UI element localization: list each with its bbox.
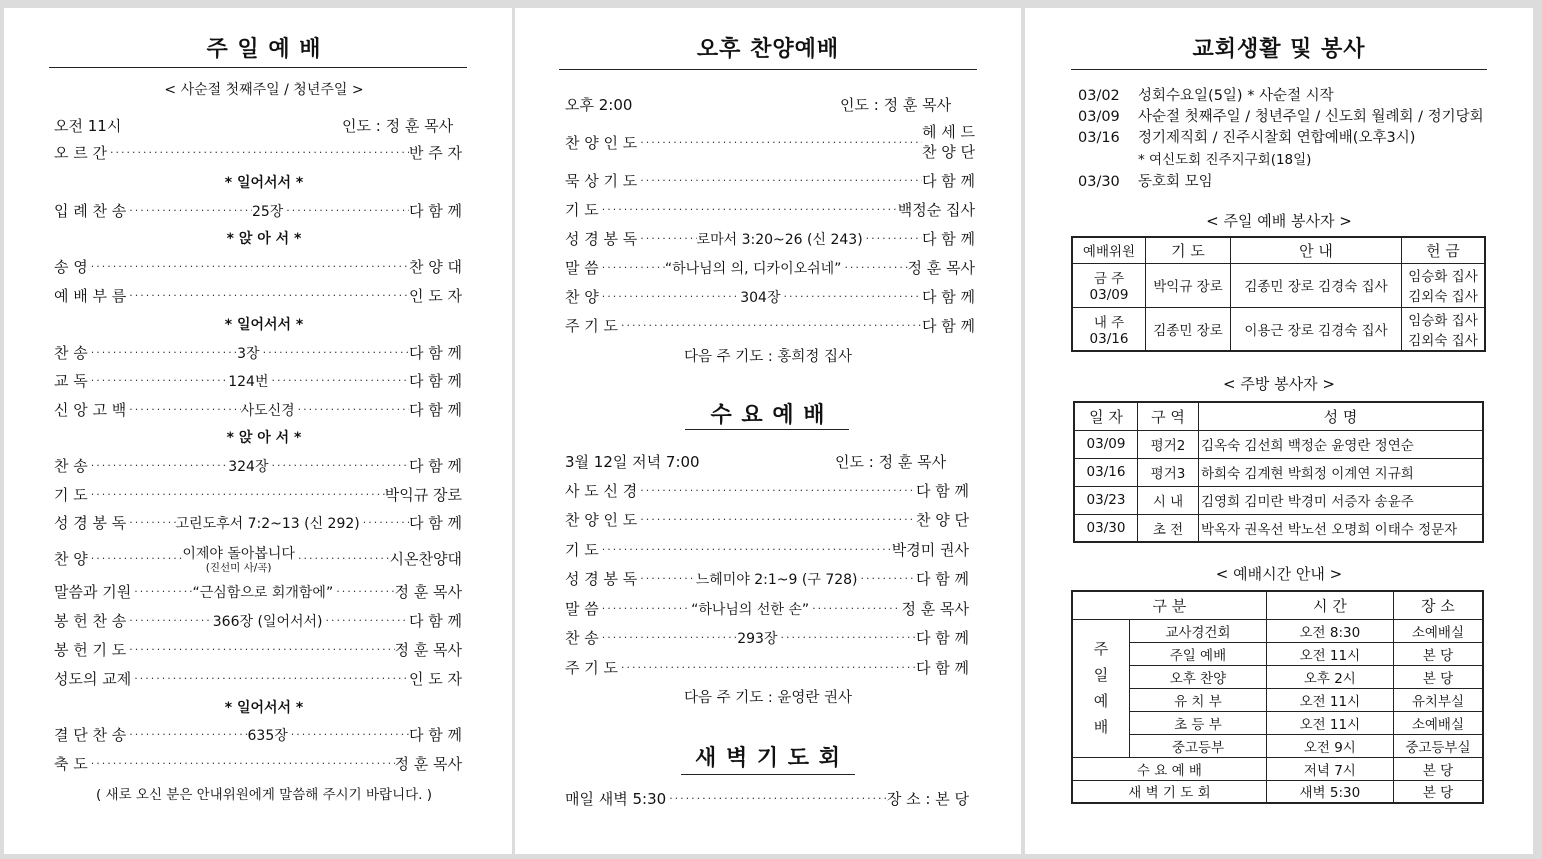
order-item: 봉 헌 찬 송 ····· 366장 (일어서서) ····· 다 함 께 bbox=[54, 610, 462, 631]
table-header: 일 자 구 역 성 명 bbox=[1074, 402, 1483, 430]
kitchen-table bbox=[1073, 401, 1484, 543]
sunday-group-label: 주 일 예 배 bbox=[1072, 619, 1130, 757]
order-item: 기 도 ····· 박익규 장로 bbox=[54, 484, 462, 505]
wednesday-time: 3월 12일 저녁 7:00 bbox=[565, 453, 700, 471]
table-row: 중고등부 오전 9시 중고등부실 bbox=[1072, 734, 1483, 757]
order-item: 교 독 ····· 124번 ····· 다 함 께 bbox=[54, 370, 462, 391]
order-item: 결 단 찬 송 ····· 635장 ····· 다 함 께 bbox=[54, 724, 462, 745]
order-item: 예 배 부 름 ····· 인 도 자 bbox=[54, 285, 462, 306]
sit-note: * 앉 아 서 * bbox=[226, 430, 302, 446]
order-item: 오 르 간 ····· 반 주 자 bbox=[54, 142, 462, 163]
title-rule bbox=[681, 774, 855, 775]
table-row: 수 요 예 배 저녁 7시 본 당 bbox=[1072, 757, 1483, 780]
order-item: 말 씀 ····· “하나님의 의, 디카이오쉬네” ····· 정 훈 목사 bbox=[565, 257, 975, 278]
order-item: 성 경 봉 독 ····· 고린도후서 7:2~13 (신 292) ····· 다 함 께 bbox=[54, 512, 462, 533]
order-item: 성도의 교제 ····· 인 도 자 bbox=[54, 668, 462, 689]
other-worship-page bbox=[515, 8, 1021, 854]
order-item: 축 도 ····· 정 훈 목사 bbox=[54, 753, 462, 774]
title-rule bbox=[685, 429, 849, 430]
afternoon-title: 오후 찬양예배 bbox=[696, 37, 840, 62]
stand-note: * 일어서서 * bbox=[224, 700, 304, 716]
schedule-item: 03/16 정기제직회 / 진주시찰회 연합예배(오후3시) bbox=[1078, 130, 1416, 146]
order-item: 찬 송 ····· 324장 ····· 다 함 께 bbox=[54, 455, 462, 476]
afternoon-leader: 인도 : 정 훈 목사 bbox=[840, 96, 952, 114]
order-item: 찬 양 인 도 ····· 찬 양 단 bbox=[565, 509, 969, 530]
order-item: 성 경 봉 독 ····· 느헤미야 2:1~9 (구 728) ····· 다 함 께 bbox=[565, 568, 969, 589]
title-rule bbox=[1071, 69, 1487, 70]
table-row: 내 주 03/16 김종민 장로 이용근 장로 김경숙 집사 임승화 집사 김외숙 집사 bbox=[1072, 307, 1485, 351]
order-item: 찬 양 ····· 304장 ····· 다 함 께 bbox=[565, 286, 975, 307]
schedule-item: 03/02 성회수요일(5일) * 사순절 시작 bbox=[1078, 88, 1334, 104]
sunday-worship-page bbox=[4, 8, 512, 854]
table-row: 금 주 03/09 박익규 장로 김종민 장로 김경숙 집사 임승화 집사 김외숙 집사 bbox=[1072, 263, 1485, 307]
servers-table bbox=[1071, 236, 1486, 352]
sunday-subtitle: < 사순절 첫째주일 / 청년주일 > bbox=[164, 82, 364, 98]
order-item: 송 영 ····· 찬 양 대 bbox=[54, 256, 462, 277]
order-item: 입 례 찬 송 ····· 25장 ····· 다 함 께 bbox=[54, 200, 462, 221]
table-row: 오후 찬양 오후 2시 본 당 bbox=[1072, 665, 1483, 688]
worship-times-table bbox=[1071, 590, 1484, 804]
table-row: 주일 예배 오전 11시 본 당 bbox=[1072, 642, 1483, 665]
sunday-time: 오전 11시 bbox=[54, 117, 122, 135]
order-item: 묵 상 기 도 ····· 다 함 께 bbox=[565, 170, 975, 191]
order-item: 봉 헌 기 도 ····· 정 훈 목사 bbox=[54, 639, 462, 660]
stand-note: * 일어서서 * bbox=[224, 175, 304, 191]
table-row: 03/16 평거3 하희숙 김계현 박희정 이계연 지규희 bbox=[1074, 458, 1483, 486]
sit-note: * 앉 아 서 * bbox=[226, 231, 302, 247]
order-item: 성 경 봉 독 ····· 로마서 3:20~26 (신 243) ····· 다 함 께 bbox=[565, 228, 975, 249]
schedule-item: 03/30 동호회 모임 bbox=[1078, 174, 1213, 190]
wednesday-leader: 인도 : 정 훈 목사 bbox=[835, 453, 947, 471]
order-item: 말씀과 기원 ····· “근심함으로 회개함에” ····· 정 훈 목사 bbox=[54, 581, 462, 602]
title-rule bbox=[49, 67, 467, 68]
order-item: 찬 양 ····· 이제야 돌아봅니다 (진선미 사/곡) ····· 시온찬양대 bbox=[54, 540, 462, 576]
order-item: 찬 양 인 도 ····· 헤 세 드 찬 양 단 bbox=[565, 122, 975, 162]
kitchen-title: < 주방 봉사자 > bbox=[1223, 375, 1335, 393]
dawn-prayer-row: 매일 새벽 5:30 ····· 장 소 : 본 당 bbox=[565, 788, 969, 809]
schedule-item: * 여신도회 진주지구회(18일) bbox=[1138, 152, 1312, 168]
church-life-page bbox=[1025, 8, 1533, 854]
table-header: 예배위원 기 도 안 내 헌 금 bbox=[1072, 237, 1485, 263]
sunday-leader: 인도 : 정 훈 목사 bbox=[342, 117, 454, 135]
table-row: 초 등 부 오전 11시 소예배실 bbox=[1072, 711, 1483, 734]
times-title: < 예배시간 안내 > bbox=[1215, 565, 1343, 583]
wednesday-next-prayer: 다음 주 기도 : 윤영란 권사 bbox=[683, 690, 852, 706]
wednesday-title: 수 요 예 배 bbox=[710, 403, 826, 428]
order-item: 찬 송 ····· 293장 ····· 다 함 께 bbox=[565, 627, 969, 648]
order-item: 기 도 ····· 박경미 권사 bbox=[565, 539, 969, 560]
order-item: 주 기 도 ····· 다 함 께 bbox=[565, 657, 969, 678]
table-row: 03/30 초 전 박옥자 권옥선 박노선 오명희 이태수 정문자 bbox=[1074, 514, 1483, 542]
dawn-title: 새 벽 기 도 회 bbox=[695, 746, 841, 771]
table-row: 유 치 부 오전 11시 유치부실 bbox=[1072, 688, 1483, 711]
stand-note: * 일어서서 * bbox=[224, 317, 304, 333]
church-title: 교회생활 및 봉사 bbox=[1192, 37, 1366, 62]
order-item: 신 앙 고 백 ····· 사도신경 ····· 다 함 께 bbox=[54, 399, 462, 420]
order-item: 주 기 도 ····· 다 함 께 bbox=[565, 315, 975, 336]
afternoon-time: 오후 2:00 bbox=[565, 96, 633, 114]
order-item: 사 도 신 경 ····· 다 함 께 bbox=[565, 480, 969, 501]
servers-title: < 주일 예배 봉사자 > bbox=[1206, 212, 1352, 230]
afternoon-next-prayer: 다음 주 기도 : 홍희정 집사 bbox=[683, 349, 852, 365]
order-item: 말 씀 ····· “하나님의 선한 손” ····· 정 훈 목사 bbox=[565, 598, 969, 619]
table-header: 구 분 시 간 장 소 bbox=[1072, 591, 1483, 619]
order-item: 찬 송 ····· 3장 ····· 다 함 께 bbox=[54, 342, 462, 363]
sunday-title: 주 일 예 배 bbox=[206, 37, 322, 62]
title-rule bbox=[559, 69, 977, 70]
schedule-item: 03/09 사순절 첫째주일 / 청년주일 / 신도회 월례회 / 정기당회 bbox=[1078, 109, 1484, 125]
newcomer-note: ( 새로 오신 분은 안내위원에게 말씀해 주시기 바랍니다. ) bbox=[95, 787, 433, 803]
order-item: 기 도 ····· 백정순 집사 bbox=[565, 199, 975, 220]
table-row: 주 일 예 배 교사경건회 오전 8:30 소예배실 bbox=[1072, 619, 1483, 642]
table-row: 새 벽 기 도 회 새벽 5:30 본 당 bbox=[1072, 780, 1483, 803]
table-row: 03/09 평거2 김옥숙 김선희 백정순 윤영란 정연순 bbox=[1074, 430, 1483, 458]
table-row: 03/23 시 내 김영희 김미란 박경미 서증자 송윤주 bbox=[1074, 486, 1483, 514]
